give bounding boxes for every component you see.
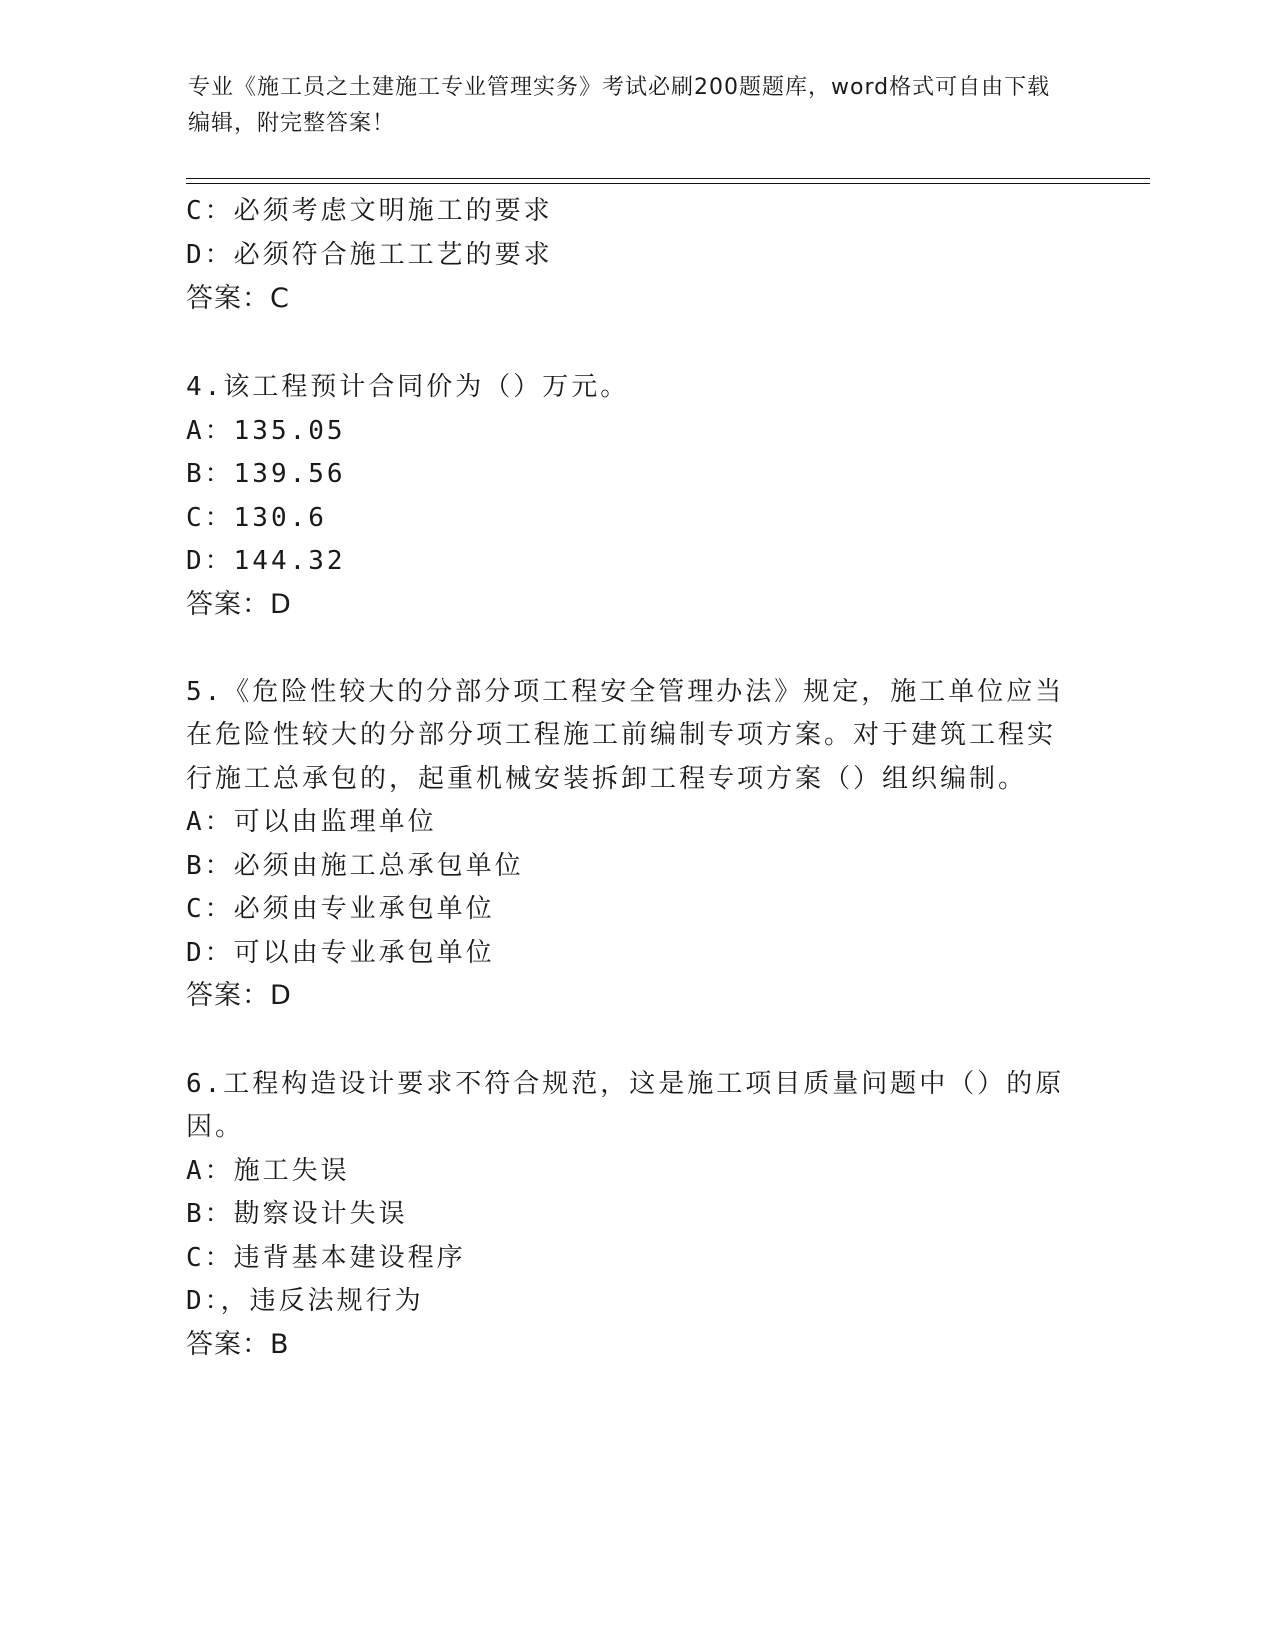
q4-option-b: B：139.56: [186, 459, 346, 489]
q6-answer: 答案：B: [186, 1329, 290, 1360]
q5-option-b: B：必须由施工总承包单位: [186, 851, 524, 881]
q4-option-d: D：144.32: [186, 546, 346, 576]
q3-answer: 答案：C: [186, 283, 290, 314]
q6-option-a: A：施工失误: [186, 1156, 350, 1186]
q5-option-a: A：可以由监理单位: [186, 807, 437, 837]
q4-option-c: C：130.6: [186, 503, 327, 533]
q6-stem-line-2: 因。: [186, 1112, 245, 1142]
q4-stem: 4.该工程预计合同价为（）万元。: [186, 372, 630, 402]
q3-option-d: D：必须符合施工工艺的要求: [186, 240, 553, 270]
q6-option-d: D：，违反法规行为: [186, 1286, 424, 1316]
q5-stem-line-3: 行施工总承包的，起重机械安装拆卸工程专项方案（）组织编制。: [186, 764, 1028, 794]
q3-option-c: C：必须考虑文明施工的要求: [186, 196, 553, 226]
q5-stem-line-2: 在危险性较大的分部分项工程施工前编制专项方案。对于建筑工程实: [186, 720, 1057, 750]
q5-option-c: C：必须由专业承包单位: [186, 894, 495, 924]
q6-option-c: C：违背基本建设程序: [186, 1243, 466, 1273]
q4-option-a: A：135.05: [186, 416, 346, 446]
q4-answer: 答案：D: [186, 589, 292, 620]
q6-option-b: B：勘察设计失误: [186, 1199, 408, 1229]
q5-option-d: D：可以由专业承包单位: [186, 938, 495, 968]
header-divider-bottom: [186, 183, 1150, 184]
header-divider-top: [186, 178, 1150, 179]
q6-stem-line-1: 6.工程构造设计要求不符合规范，这是施工项目质量问题中（）的原: [186, 1069, 1065, 1099]
q5-answer: 答案：D: [186, 980, 292, 1011]
document-title: 专业《施工员之土建施工专业管理实务》考试必刷200题题库，word格式可自由下载编辑，附完整答案！: [188, 75, 1051, 136]
q5-stem-line-1: 5.《危险性较大的分部分项工程安全管理办法》规定，施工单位应当: [186, 677, 1065, 707]
